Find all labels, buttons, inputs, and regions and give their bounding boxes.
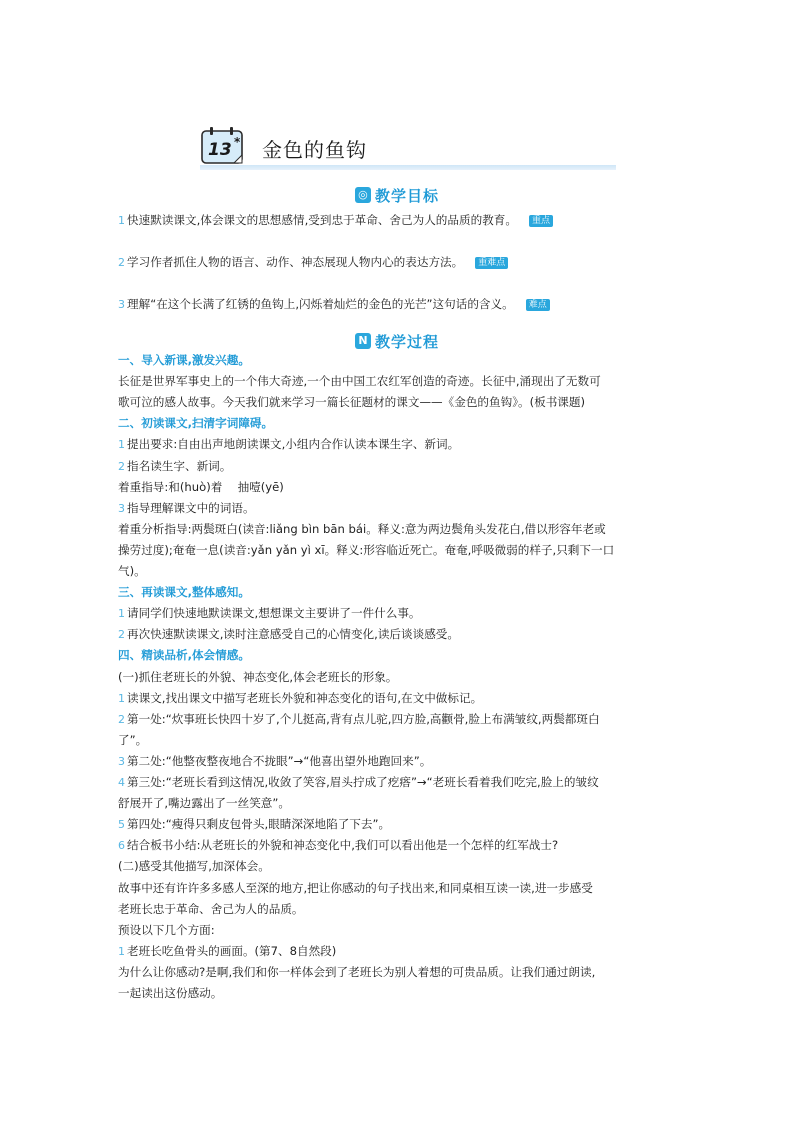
process-line: [118, 519, 678, 540]
line-text: 歌可泣的感人故事。今天我们就来学习一篇长征题材的课文——《金色的鱼钩》。(板书课题): [118, 395, 585, 410]
line-text: 一起读出这份感动。: [118, 986, 223, 1000]
line-text: 故事中还有许许多多感人至深的地方,把让你感动的句子找出来,和同桌相互读一读,进一步感受: [118, 880, 593, 895]
title-underline: [200, 165, 616, 170]
line-text: 三、再读课文,整体感知。: [118, 585, 250, 600]
item-number: 1: [118, 438, 125, 452]
line-text: 请同学们快速地默读课文,想想课文主要讲了一件什么事。: [127, 606, 421, 621]
line-text: 长征是世界军事史上的一个伟大奇迹,一个由中国工农红军创造的奇迹。长征中,涌现出了无数可: [118, 374, 601, 389]
lesson-title-block: [200, 126, 500, 168]
line-text: 了”。: [118, 732, 148, 747]
line-text: 预设以下几个方面:: [118, 922, 215, 937]
goals-header: [0, 183, 794, 205]
line-text: (二)感受其他描写,加深体会。: [118, 859, 270, 874]
line-text: (一)抓住老班长的外貌、神态变化,体会老班长的形象。: [118, 669, 398, 684]
item-number: 6: [118, 839, 125, 853]
process-line: [118, 793, 678, 814]
line-text: 一、导入新课,激发兴趣。: [118, 353, 250, 367]
process-line: [118, 603, 678, 624]
process-line: [118, 856, 678, 877]
process-step-heading: [118, 582, 678, 603]
item-number: 2: [118, 628, 125, 642]
goal-item: [118, 294, 678, 315]
process-line: [118, 624, 678, 645]
process-step-heading: [118, 350, 678, 371]
lesson-number: 13: [208, 140, 232, 160]
process-line: [118, 772, 678, 793]
goal-tag: 重难点: [475, 257, 508, 269]
line-text: 操劳过度);奄奄一息(读音:yǎn yǎn yì xī。释义:形容临近死亡。奄奄,呼吸微弱的样子,只剩下一口: [118, 542, 615, 557]
process-line: [118, 983, 678, 1004]
process-line: [118, 688, 678, 709]
item-number: 5: [118, 818, 125, 832]
item-number: 4: [118, 776, 125, 789]
goal-number: 1: [118, 214, 125, 227]
process-header: [0, 329, 794, 351]
goal-item: [118, 252, 678, 273]
process-line: [118, 709, 678, 730]
page-title: 金色的鱼钩: [262, 138, 367, 162]
process-line: [118, 667, 678, 688]
item-number: 3: [118, 754, 125, 768]
process-line: [118, 477, 678, 498]
process-line: [118, 920, 678, 941]
line-text: 再次快速默读课文,读时注意感受自己的心情变化,读后谈谈感受。: [127, 627, 459, 642]
process-line: [118, 835, 678, 856]
process-icon: N: [355, 333, 371, 349]
process-line: [118, 962, 678, 983]
item-number: 2: [118, 712, 125, 726]
goal-tag: 重点: [529, 215, 553, 227]
line-text: 读课文,找出课文中描写老班长外貌和神态变化的语句,在文中做标记。: [127, 690, 483, 705]
line-text: 老班长吃鱼骨头的画面。(第7、8自然段): [127, 943, 337, 958]
process-step-heading: [118, 645, 678, 666]
process-line: [118, 561, 678, 582]
process-step-heading: [118, 413, 678, 434]
line-text: 第二处:“他整夜整夜地合不拢眼”→“他喜出望外地跑回来”。: [127, 753, 432, 768]
target-icon: ◎: [355, 187, 371, 203]
process-line: [118, 730, 678, 751]
goal-text: 学习作者抓住人物的语言、动作、神态展现人物内心的表达方法。: [127, 255, 464, 269]
process-line: [118, 456, 678, 477]
item-number: 3: [118, 501, 125, 515]
process-title: 教学过程: [374, 332, 439, 351]
line-text: 指导理解课文中的词语。: [127, 500, 255, 515]
goal-number: 2: [118, 256, 125, 269]
process-line: [118, 941, 678, 962]
goal-tag: 难点: [526, 299, 550, 311]
line-text: 结合板书小结:从老班长的外貌和神态变化中,我们可以看出他是一个怎样的红军战士?: [127, 838, 559, 853]
item-number: 1: [118, 607, 125, 621]
line-text: 老班长忠于革命、舍己为人的品质。: [118, 901, 304, 916]
goal-number: 3: [118, 298, 125, 311]
line-text: 二、初读课文,扫清字词障碍。: [118, 416, 274, 431]
line-text: 着重指导:和(huò)着 抽噎(yē): [118, 479, 284, 494]
process-line: [118, 434, 678, 455]
line-text: 第一处:“炊事班长快四十岁了,个儿挺高,背有点儿驼,四方脸,高颧骨,脸上布满皱纹,两鬓都斑白: [127, 711, 600, 726]
line-text: 四、精读品析,体会情感。: [118, 648, 250, 663]
lesson-mark: *: [234, 135, 241, 149]
process-line: [118, 899, 678, 920]
goals-title: 教学目标: [374, 186, 439, 205]
process-line: [118, 498, 678, 519]
line-text: 提出要求:自由出声地朗读课文,小组内合作认读本课生字、新词。: [127, 437, 460, 452]
process-line: [118, 371, 678, 392]
process-line: [118, 540, 678, 561]
process-line: [118, 751, 678, 772]
line-text: 气)。: [118, 564, 146, 578]
process-line: [118, 878, 678, 899]
item-number: 1: [118, 944, 125, 958]
line-text: 舒展开了,嘴边露出了一丝笑意”。: [118, 796, 291, 811]
line-text: 指名读生字、新词。: [127, 458, 232, 473]
goal-item: [118, 210, 678, 231]
line-text: 第四处:“瘦得只剩皮包骨头,眼睛深深地陷了下去”。: [127, 817, 391, 832]
goal-text: 快速默读课文,体会课文的思想感情,受到忠于革命、舍己为人的品质的教育。: [127, 213, 517, 227]
line-text: 第三处:“老班长看到这情况,收敛了笑容,眉头拧成了疙瘩”→“老班长看着我们吃完,脸上的皱纹: [127, 775, 599, 789]
process-line: [118, 392, 678, 413]
line-text: 为什么让你感动?是啊,我们和你一样体会到了老班长为别人着想的可贵品质。让我们通过朗读,: [118, 964, 596, 979]
goal-text: 理解“在这个长满了红锈的鱼钩上,闪烁着灿烂的金色的光芒”这句话的含义。: [127, 297, 514, 311]
process-line: [118, 814, 678, 835]
item-number: 1: [118, 691, 125, 705]
line-text: 着重分析指导:两鬓斑白(读音:liǎng bìn bān bái。释义:意为两边鬓角头发花白,借以形容年老或: [118, 521, 606, 536]
item-number: 2: [118, 459, 125, 473]
